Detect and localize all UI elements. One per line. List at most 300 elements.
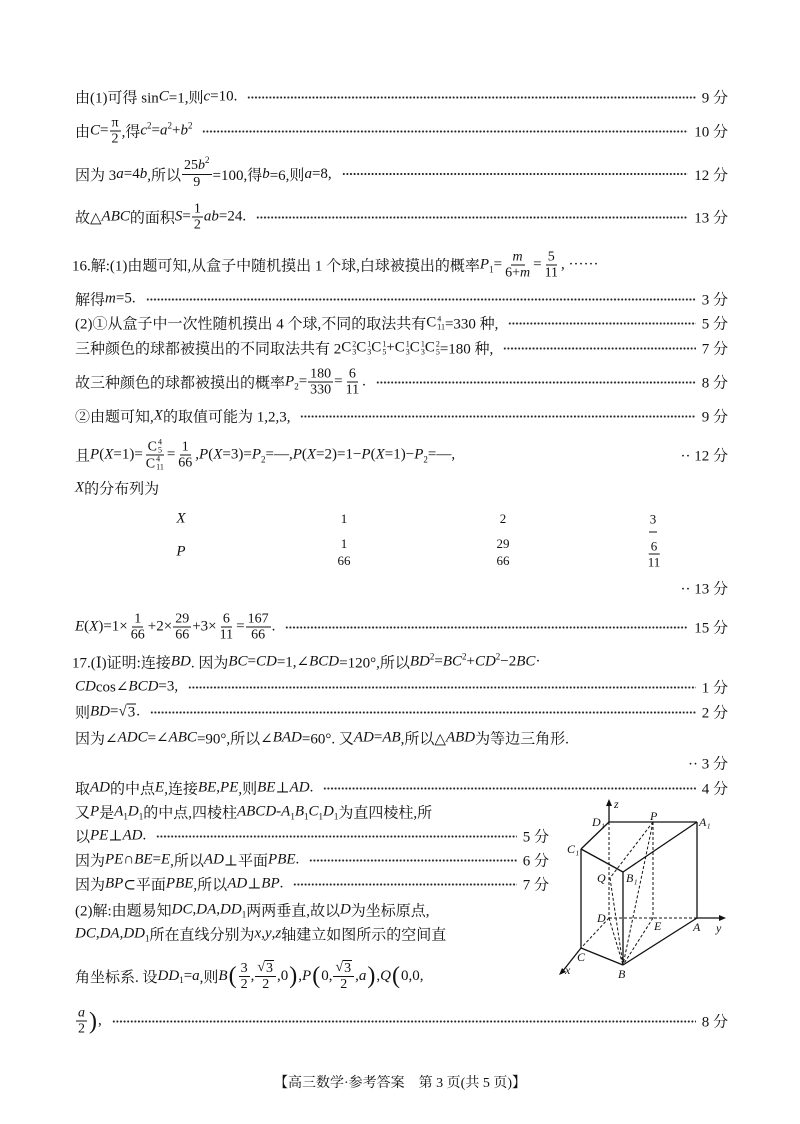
math-variable: P (199, 446, 209, 463)
math-variable: PE (220, 779, 239, 796)
text-run: ,所以 (147, 167, 181, 184)
comb-top: 1 (405, 339, 410, 348)
text-run: =1,∠ (276, 654, 310, 671)
text-run: . (295, 851, 300, 868)
text-run: 1 (193, 201, 201, 217)
radicand: 3 (266, 961, 274, 976)
prism-hidden-edges (581, 822, 697, 965)
text-run: )=1× (98, 618, 128, 635)
text-run: 角坐标系. 设 (75, 969, 158, 986)
table-x-value: 2 (499, 511, 507, 526)
radicand: 3 (344, 961, 352, 976)
text-run: , ······ (561, 256, 599, 273)
math-variable: A (281, 803, 291, 820)
table-x-value-text: 3 (649, 511, 657, 527)
text-run: 3 (240, 960, 248, 976)
combination-symbol: C (147, 439, 157, 454)
text-run: 的面积 (129, 210, 175, 227)
math-variable: BC (442, 653, 462, 670)
math-variable: S (174, 208, 183, 225)
math-variable: ADC (117, 729, 148, 746)
math-variable: X (213, 446, 223, 463)
text-run: =330 种, (444, 316, 499, 333)
score-label: 2 分 (701, 705, 728, 722)
text-run: (2)解:由题易知 (75, 903, 172, 920)
text-run: =—, (265, 446, 293, 463)
math-variable: P (479, 256, 490, 273)
subscript: 1 (138, 811, 144, 821)
text-run: 的分布列为 (84, 481, 160, 498)
text-run: =1)− (384, 446, 415, 463)
text-run: 因为 (75, 877, 106, 894)
math-variable: E (75, 618, 85, 635)
math-variable: CD (256, 653, 277, 670)
math-variable: ABCD (236, 803, 277, 820)
text-run: =2)=1− (316, 446, 362, 463)
text-run: 66 (251, 627, 266, 643)
subscript: 1 (179, 975, 184, 985)
text-run: 1 (134, 611, 142, 627)
text-run: , (119, 925, 124, 942)
text-run: 由 (75, 124, 91, 141)
text-run: . (136, 703, 140, 720)
text-run: , (376, 967, 381, 984)
comb-top: 4 (157, 437, 162, 447)
prism-solid-edges (562, 803, 722, 972)
text-run: π (111, 115, 119, 131)
text-run: ( (301, 446, 307, 463)
score-label: 7 分 (701, 341, 728, 358)
text-run: , (355, 967, 359, 984)
comb-top: 4 (156, 454, 161, 464)
combination-symbol: C (341, 339, 352, 356)
text-run: , (298, 967, 303, 984)
math-variable: AD (122, 827, 143, 844)
math-variable: z (275, 925, 282, 942)
page-footer: 【高三数学·参考答案 第 3 页(共 5 页)】 (274, 1076, 526, 1091)
math-variable: DD (157, 967, 180, 984)
text-run: . (271, 618, 276, 635)
superscript: 2 (461, 651, 467, 661)
math-variable: b (139, 165, 148, 182)
math-variable: a (192, 967, 200, 984)
label-y: y (716, 921, 722, 935)
text-run: = (110, 703, 119, 720)
text-run: ,则 (238, 781, 258, 798)
label-D1: D₁ (592, 815, 605, 829)
text-run: = (100, 122, 109, 139)
text-run: 0, (321, 967, 333, 984)
text-run: =8, (311, 165, 332, 182)
score-label: 8 分 (701, 375, 728, 392)
text-run: ,所以△ (400, 731, 446, 748)
math-variable: PE (90, 827, 109, 844)
text-run: 9 (193, 175, 201, 190)
math-variable: AD (90, 779, 111, 796)
text-run: 由(1)可得 sin (75, 90, 159, 107)
math-variable: PE (105, 851, 124, 868)
combination-symbol: C (426, 314, 437, 331)
subscript: 2 (423, 454, 428, 464)
math-variable: ABC (101, 208, 130, 225)
subscript: 1 (318, 811, 324, 821)
text-run: ⊥ (108, 828, 123, 845)
subscript: 1 (333, 811, 339, 821)
text-run: −2 (500, 653, 517, 670)
text-run: 11 (544, 265, 559, 281)
text-run: 的中点,四棱柱 (143, 805, 237, 822)
large-paren: ( (228, 963, 237, 989)
text-run: 29 (175, 611, 190, 627)
text-run: 6 (348, 366, 356, 382)
label-E: E (654, 919, 662, 933)
text-run: , (216, 779, 221, 796)
score-label: ·· 13 分 (680, 581, 728, 598)
text-run: + (171, 122, 181, 139)
subscript: 1 (123, 811, 128, 821)
text-run: 16.解:(1)由题可知,从盒子中随机摸出 1 个球,白球被摸出的概率 (72, 258, 480, 275)
text-run: 轴建立如图所示的空间直 (281, 927, 447, 944)
text-run: =100,得 (212, 167, 263, 184)
math-variable: m (519, 265, 531, 281)
text-run: 解得 (75, 292, 106, 309)
score-label: 7 分 (522, 877, 549, 894)
text-run: 0,0, (400, 967, 424, 984)
label-B: B (618, 967, 626, 981)
text-run: 且 (75, 448, 91, 465)
superscript: 2 (495, 651, 501, 661)
text-run: 330 (310, 382, 332, 398)
text-run: 17.(Ⅰ)证明:连接 (72, 655, 171, 672)
comb-top: 1 (382, 339, 387, 348)
p-num: 6 (650, 538, 658, 554)
text-run: = (166, 446, 176, 463)
text-run: . (309, 779, 314, 796)
text-run: = (182, 208, 191, 225)
label-D: D (597, 911, 606, 925)
math-variable: a (116, 165, 124, 182)
text-run: 2 (193, 217, 201, 233)
comb-bottom: 3 (367, 347, 372, 356)
math-variable: B (294, 803, 304, 820)
subscript: 1 (304, 811, 309, 821)
score-label: 10 分 (694, 124, 728, 141)
math-variable: a (304, 165, 312, 182)
comb-top: 1 (420, 339, 425, 348)
text-run: . (362, 373, 366, 390)
score-label: ·· 3 分 (688, 756, 728, 773)
math-variable: a (159, 122, 168, 139)
text-run: 因为 (75, 853, 106, 870)
comb-bottom: 11 (156, 462, 164, 472)
table-p-header: P (176, 543, 186, 560)
text-run: 的中点 (110, 781, 156, 798)
math-variable: AB (382, 729, 401, 746)
text-run: - (276, 803, 282, 820)
math-variable: a (358, 967, 367, 984)
math-variable: AD (353, 729, 374, 746)
text-run: , (216, 901, 221, 918)
text-run: =1,则 (168, 90, 204, 107)
math-variable: D (339, 901, 351, 918)
score-label: 12 分 (694, 167, 728, 184)
math-variable: DC (75, 925, 96, 942)
text-run: ⊂平面 (123, 877, 166, 894)
text-run: · (535, 653, 541, 670)
comb-top: 4 (437, 314, 442, 323)
text-run: = (373, 729, 383, 746)
math-variable: P (251, 446, 261, 463)
text-run: ⊥ (247, 876, 262, 893)
math-variable: P (361, 446, 371, 463)
math-variable: P (90, 446, 100, 463)
text-run: =5. (115, 290, 136, 307)
score-label: 5 分 (522, 829, 549, 846)
label-C1: C₁ (567, 842, 580, 856)
text-run: + (466, 653, 475, 670)
p-den: 11 (647, 554, 661, 570)
math-variable: B (218, 967, 228, 984)
text-run: 取 (75, 781, 91, 798)
text-run: , (192, 901, 197, 918)
math-variable: a (78, 1005, 85, 1021)
comb-bottom: 3 (352, 347, 357, 356)
text-run: = (334, 373, 343, 390)
radical-sign: √ (335, 960, 344, 975)
math-variable: c (140, 122, 148, 139)
text-run: = (236, 618, 245, 635)
text-run: =4 (123, 165, 140, 182)
label-x: x (565, 963, 571, 977)
math-variable: BAD (272, 729, 302, 746)
text-run: ( (208, 446, 214, 463)
text-run: =180 种, (439, 341, 494, 358)
radical-sign: √ (118, 703, 127, 719)
comb-top: 1 (367, 339, 372, 348)
comb-bottom: 5 (157, 445, 162, 455)
text-run: ⊥平面 (223, 853, 269, 870)
text-run: =1)= (113, 446, 143, 463)
math-variable: DC (171, 901, 193, 918)
text-run: ②由题可知, (75, 409, 154, 426)
math-variable: c (203, 88, 211, 105)
text-run: , (195, 446, 200, 463)
math-variable: BP (261, 875, 280, 892)
math-variable: P (90, 803, 100, 820)
text-run: 为等边三角形. (475, 731, 569, 748)
text-run: ,所以 (170, 853, 204, 870)
p-num: 1 (340, 536, 348, 551)
text-run: 180 (310, 366, 332, 382)
math-variable: BC (516, 653, 536, 670)
math-variable: PBE (165, 875, 194, 892)
text-run: 5 (547, 249, 555, 265)
math-variable: D (323, 803, 334, 820)
subscript: 1 (241, 909, 247, 919)
text-run: . 因为 (190, 655, 229, 672)
text-run: = (247, 653, 256, 670)
math-variable: P (292, 446, 302, 463)
math-variable: y (264, 925, 272, 942)
text-run: 2 (240, 976, 248, 992)
math-variable: DD (220, 901, 242, 918)
math-variable: X (306, 446, 317, 463)
text-run: 6+ (505, 265, 520, 281)
text-run: ⊥ (275, 780, 290, 797)
text-run: 因为 3 (75, 167, 117, 184)
math-variable: E (155, 779, 165, 796)
radical-sign: √ (257, 960, 266, 975)
large-paren: ) (89, 1008, 97, 1034)
math-variable: BCD (128, 678, 159, 695)
text-run: , (261, 925, 265, 942)
score-label: 13 分 (694, 210, 728, 227)
text-run: 是 (99, 805, 115, 822)
math-variable: Q (380, 967, 391, 984)
text-run: 66 (175, 627, 190, 643)
p-den: 66 (496, 553, 510, 568)
math-variable: BE (197, 779, 217, 796)
math-variable: DD (123, 925, 146, 942)
score-label: 1 分 (701, 680, 728, 697)
text-run: 2 (111, 131, 119, 147)
text-run: ,得 (121, 124, 141, 141)
superscript: 2 (167, 120, 172, 130)
text-run: 的取值可能为 1,2,3, (162, 409, 291, 426)
label-B1: B₁ (626, 871, 638, 885)
label-A1: A₁ (699, 815, 711, 829)
text-run: +3× (192, 618, 217, 635)
text-run: ∩ (123, 851, 135, 868)
math-variable: C (158, 88, 169, 105)
text-run: =10. (210, 88, 238, 105)
text-run: . (279, 875, 284, 892)
math-variable: C (308, 803, 319, 820)
text-run: ,0 (277, 967, 289, 984)
comb-top: 2 (352, 339, 357, 348)
label-C: C (577, 950, 586, 964)
label-z: z (614, 797, 619, 811)
large-paren: ( (391, 963, 400, 989)
math-variable: D (127, 803, 139, 820)
superscript: 2 (429, 651, 435, 661)
math-variable: BE (257, 779, 276, 796)
subscript: 2 (294, 381, 299, 391)
combination-symbol: C (394, 339, 405, 356)
text-run: , (95, 925, 100, 942)
math-variable: X (153, 407, 163, 424)
text-run: 则 (75, 705, 91, 722)
text-run: = (493, 256, 503, 273)
text-run: 167 (247, 611, 269, 627)
text-run: , (250, 967, 255, 984)
text-run: 2 (340, 977, 348, 992)
text-run: 11 (345, 382, 360, 398)
comb-bottom: 3 (420, 347, 425, 356)
large-paren: ) (289, 963, 298, 989)
large-paren: ( (312, 963, 321, 989)
math-variable: m (512, 249, 523, 265)
math-variable: BE (134, 851, 153, 868)
label-Q: Q (597, 871, 606, 885)
subscript: 1 (489, 264, 494, 274)
text-run: 1 (181, 439, 189, 455)
math-variable: BD (90, 703, 111, 720)
text-run: =∠ (147, 730, 169, 747)
text-run: = (434, 653, 443, 670)
math-variable: CD (75, 678, 96, 695)
comb-bottom: 5 (435, 347, 440, 356)
math-variable: BP (105, 875, 124, 892)
math-variable: E (160, 851, 171, 868)
text-run: ( (370, 446, 376, 463)
label-P: P (650, 809, 658, 823)
score-label: 8 分 (701, 1014, 728, 1031)
score-label: 9 分 (701, 90, 728, 107)
math-variable: b (180, 122, 188, 139)
math-variable: X (89, 618, 99, 635)
comb-bottom: 3 (405, 347, 410, 356)
text-run: = (151, 122, 160, 139)
score-label: 5 分 (701, 316, 728, 333)
combination-symbol: C (371, 339, 382, 356)
text-run: (2)①从盒子中一次性随机摸出 4 个球,不同的取法共有 (75, 316, 427, 333)
math-variable: AD (227, 875, 248, 892)
p-den: 66 (337, 553, 351, 568)
text-run: ( (99, 446, 105, 463)
text-run: , (271, 925, 276, 942)
text-run: ( (84, 618, 90, 635)
math-variable: b (198, 158, 205, 173)
subscript: 2 (260, 454, 266, 464)
text-run: cos∠ (95, 679, 129, 696)
p-num: 29 (496, 536, 510, 551)
math-variable: BD (170, 653, 191, 670)
comb-bottom: 5 (382, 347, 387, 356)
label-A: A (693, 920, 701, 934)
math-variable: C (90, 122, 101, 139)
score-label: 9 分 (701, 409, 728, 426)
comb-bottom: 11 (437, 322, 445, 331)
text-run: 所在直线分别为 (149, 927, 255, 944)
text-run: = (152, 851, 161, 868)
score-label: 3 分 (701, 292, 728, 309)
text-run: 因为∠ (75, 731, 118, 748)
large-paren: ) (367, 963, 376, 989)
math-variable: AD (289, 779, 310, 796)
math-variable: BCD (309, 653, 340, 670)
math-variable: P (302, 967, 312, 984)
math-variable: m (105, 290, 116, 307)
table-x-value: 1 (340, 511, 348, 526)
text-run: ,所以 (193, 877, 228, 894)
math-variable: b (262, 165, 270, 182)
text-run: = (298, 373, 308, 390)
text-run: 两两垂直,故以 (246, 903, 340, 920)
text-run: =90°,所以∠ (196, 731, 273, 748)
text-run: 为直四棱柱,所 (338, 805, 433, 822)
text-run: . (142, 827, 147, 844)
math-variable: ab (203, 208, 219, 225)
text-run: 为坐标原点, (350, 903, 430, 920)
superscript: 2 (187, 120, 193, 130)
text-run: = (533, 256, 542, 273)
comb-top: 2 (435, 339, 440, 348)
text-run: =24. (218, 208, 247, 225)
math-variable: CD (474, 653, 496, 670)
math-variable: ABC (168, 729, 197, 746)
text-run: 三种颜色的球都被摸出的不同取法共有 2 (75, 341, 342, 358)
